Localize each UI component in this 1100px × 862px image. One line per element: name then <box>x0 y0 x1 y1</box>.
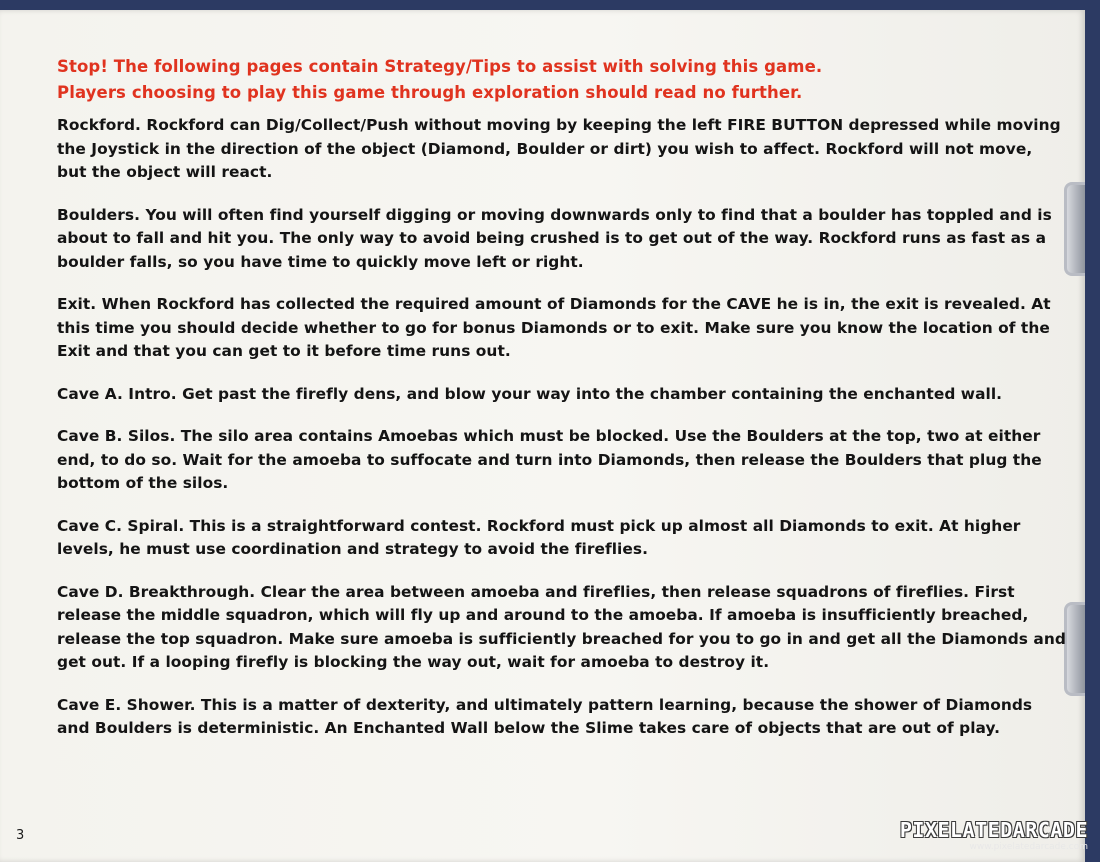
page-content <box>57 46 1067 760</box>
warning-line-2: Players choosing to play this game through exploration should read no further. <box>57 83 803 102</box>
site-watermark <box>900 818 1088 852</box>
page-number: 3 <box>16 828 25 843</box>
tip-cave-d: Cave D. Breakthrough. Clear the area between amoeba and fireflies, then release squadrons of fireflies. First release the middle squadron, which will fly up and around to the amoeba. If amoeba is insufficiently breached, release the top squadron. Make sure amoeba is sufficiently breached for you to go in and get all the Diamonds and get out. If a looping firefly is blocking the way out, wait for amoeba to destroy it. <box>57 582 1066 671</box>
tip-rockford: Rockford. Rockford can Dig/Collect/Push without moving by keeping the left FIRE BUTTON depressed while moving the Joystick in the direction of the object (Diamond, Boulder or dirt) you wish to affect. Rockford will not move, but the object will react. <box>57 116 1061 181</box>
tip-cave-a: Cave A. Intro. Get past the firefly dens, and blow your way into the chamber containing the enchanted wall. <box>57 384 1003 403</box>
tip-exit: Exit. When Rockford has collected the required amount of Diamonds for the CAVE he is in, the exit is revealed. At this time you should decide whether to go for bonus Diamonds or to exit. Make sure you know the location of the Exit and that you can get to it before time runs out. <box>57 295 1051 360</box>
tip-cave-e: Cave E. Shower. This is a matter of dexterity, and ultimately pattern learning, because the shower of Diamonds and Boulders is deterministic. An Enchanted Wall below the Slime takes care of objects that are out of play. <box>57 695 1033 737</box>
spoiler-warning <box>57 54 1067 106</box>
warning-line-1: Stop! The following pages contain Strategy/Tips to assist with solving this game. <box>57 57 823 76</box>
staple-bottom <box>1064 602 1085 696</box>
staple-top <box>1064 182 1085 276</box>
manual-page <box>0 10 1085 862</box>
watermark-url: www.pixelatedarcade.com <box>969 842 1088 852</box>
tip-cave-c: Cave C. Spiral. This is a straightforward contest. Rockford must pick up almost all Diamonds to exit. At higher levels, he must use coordination and strategy to avoid the fireflies. <box>57 516 1021 558</box>
tip-cave-b: Cave B. Silos. The silo area contains Amoebas which must be blocked. Use the Boulders at the top, two at either end, to do so. Wait for the amoeba to suffocate and turn into Diamonds, then release the Boulders that plug the bottom of the silos. <box>57 427 1042 492</box>
tip-boulders: Boulders. You will often find yourself digging or moving downwards only to find that a boulder has toppled and is about to fall and hit you. The only way to avoid being crushed is to get out of the way. Rockford runs as fast as a boulder falls, so you have time to quickly move left or right. <box>57 205 1052 271</box>
watermark-title: PIXELATEDARCADE <box>899 818 1088 842</box>
